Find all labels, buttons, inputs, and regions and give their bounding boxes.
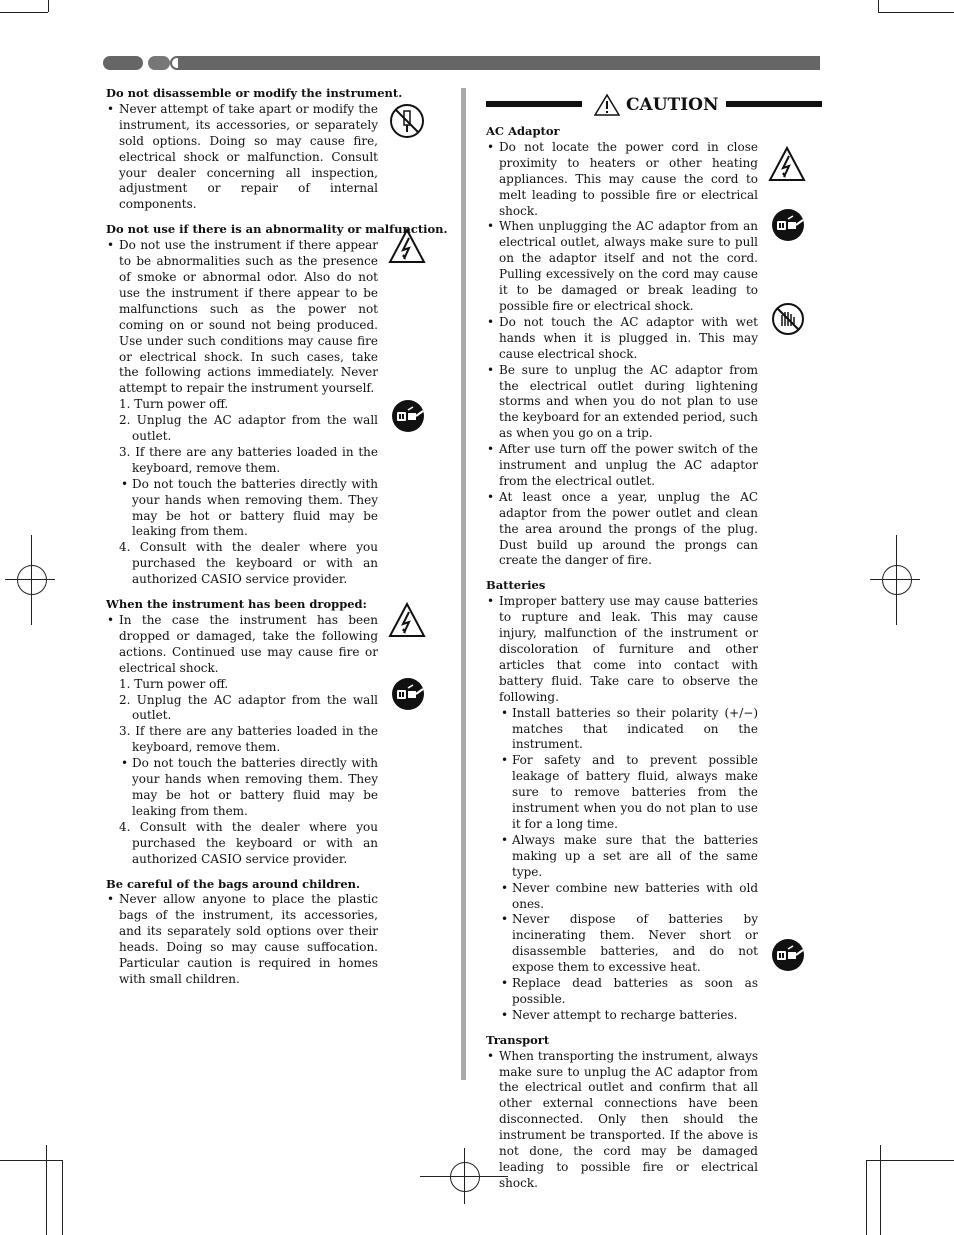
list-item: • Do not touch the batteries directly with your hands when removing them. They may be hot or battery fluid may be leaking from them. xyxy=(121,756,378,818)
step-item: 3. If there are any batteries loaded in the keyboard, remove them. xyxy=(119,724,378,755)
caution-title: CAUTION xyxy=(594,94,719,116)
column-divider xyxy=(461,88,466,1080)
crop-mark xyxy=(880,1145,881,1235)
registration-mark xyxy=(450,1162,480,1192)
left-column xyxy=(106,86,448,988)
crop-mark xyxy=(870,579,920,580)
crop-mark xyxy=(0,1160,62,1161)
list-item: • When transporting the instrument, always make sure to unplug the AC adaptor from the electrical outlet and confirm that all other external connections have been disconnected. Only then should the instrument be transported. If the above is not done, the cord may be damaged leading to possible fire or electrical shock. xyxy=(487,1048,758,1190)
section-heading: When the instrument has been dropped: xyxy=(106,597,367,612)
list-item: • Never allow anyone to place the plastic bags of the instrument, its accessories, and its separately sold options over their heads. Doing so may cause suffocation. Particular caution is required in homes with small children. xyxy=(107,892,378,986)
list-item: • Do not locate the power cord in close proximity to heaters or other heating appliances. This may cause the cord to melt leading to possible fire or electrical shock. xyxy=(487,139,758,218)
list-item: • Replace dead batteries as soon as possible. xyxy=(501,976,758,1006)
electric-shock-icon xyxy=(768,146,806,182)
unplug-icon xyxy=(391,677,425,711)
list-item: • Never attempt to recharge batteries. xyxy=(501,1007,738,1022)
list-item: • For safety and to prevent possible leakage of battery fluid, always make sure to remove batteries from the instrument when you do not plan to use it for a long time. xyxy=(501,753,758,831)
list-item: • Never combine new batteries with old ones. xyxy=(501,880,758,911)
crop-mark xyxy=(878,12,954,13)
list-item: • Do not touch the batteries directly with your hands when removing them. They may be hot or battery fluid may be leaking from them. xyxy=(121,476,378,539)
list-item: • Install batteries so their polarity (+/−) matches that indicated on the instrument. xyxy=(501,705,758,752)
crop-mark xyxy=(464,1148,465,1204)
crop-mark xyxy=(62,1160,63,1235)
registration-mark xyxy=(17,565,47,595)
section-heading: Be careful of the bags around children. xyxy=(106,876,361,891)
list-item: • When unplugging the AC adaptor from an electrical outlet, always make sure to pull on the adaptor itself and not the cord. Pulling excessively on the cord may cause it to be damaged or break leading to possible fire or electrical shock. xyxy=(487,219,758,313)
unplug-icon xyxy=(771,208,805,242)
header-band-tab xyxy=(103,56,143,70)
caution-rule-right xyxy=(726,101,822,107)
step-item: 2. Unplug the AC adaptor from the wall outlet. xyxy=(119,413,378,444)
step-item: 2. Unplug the AC adaptor from the wall outlet. xyxy=(119,692,378,723)
list-item: • Never attempt of take apart or modify the instrument, its accessories, or separately sold options. Doing so may cause fire, electrical shock or malfunction. Consult your dealer concerning all inspection, adjustment or repair of internal components. xyxy=(107,101,378,212)
crop-mark xyxy=(46,1145,47,1235)
list-item: • After use turn off the power switch of the instrument and unplug the AC adaptor from the electrical outlet. xyxy=(487,442,758,488)
electric-shock-icon xyxy=(388,228,426,264)
step-item: 1. Turn power off. xyxy=(119,676,229,691)
registration-mark xyxy=(882,565,912,595)
section-heading: Transport xyxy=(486,1032,550,1047)
section-heading: Batteries xyxy=(486,578,546,593)
right-column xyxy=(486,124,758,1192)
crop-mark xyxy=(866,1160,867,1235)
crop-mark xyxy=(31,535,32,625)
crop-mark xyxy=(0,12,48,13)
section-heading: AC Adaptor xyxy=(486,124,560,138)
caution-rule-left xyxy=(486,101,582,107)
electric-shock-icon xyxy=(388,602,426,638)
crop-mark xyxy=(896,535,897,625)
step-item: 4. Consult with the dealer where you purchased the keyboard or with an authorized CASIO service provider. xyxy=(119,540,378,587)
crop-mark xyxy=(878,0,879,12)
section-heading: Do not disassemble or modify the instrument. xyxy=(106,86,403,100)
unplug-icon xyxy=(391,399,425,433)
list-item: • Improper battery use may cause batteries to rupture and leak. This may cause injury, malfunction of the instrument or discoloration of furniture and other articles that come into contact with battery fluid. Take care to observe the following. xyxy=(487,594,758,704)
list-item: • In the case the instrument has been dropped or damaged, take the following actions. Continued use may cause fire or electrical shock. xyxy=(107,613,378,675)
header-band-tab xyxy=(148,56,170,70)
no-wet-hands-icon xyxy=(771,302,805,336)
no-disassemble-icon xyxy=(389,103,425,139)
crop-mark xyxy=(5,579,55,580)
list-item: • Be sure to unplug the AC adaptor from the electrical outlet during lightening storms and when you do not plan to use the keyboard for an extended period, such as when you go on a trip. xyxy=(487,362,758,441)
warning-icon xyxy=(594,94,620,116)
list-item: • Do not use the instrument if there appear to be abnormalities such as the presence of smoke or abnormal odor. Also do not use the instrument if there appear to be malfunctions such as the power not coming on or sound not being produced. Use under such conditions may cause fire or electrical shock. In such cases, take the following actions immediately. Never attempt to repair the instrument yourself. xyxy=(107,238,378,396)
header-band xyxy=(178,56,820,70)
step-item: 1. Turn power off. xyxy=(119,397,229,412)
step-item: 3. If there are any batteries loaded in the keyboard, remove them. xyxy=(119,444,378,475)
step-item: 4. Consult with the dealer where you purchased the keyboard or with an authorized CASIO service provider. xyxy=(119,819,378,866)
list-item: • At least once a year, unplug the AC adaptor from the power outlet and clean the area around the prongs of the plug. Dust build up around the prongs can create the danger of fire. xyxy=(487,489,758,568)
list-item: • Do not touch the AC adaptor with wet hands when it is plugged in. This may cause electrical shock. xyxy=(487,314,758,361)
crop-mark xyxy=(48,0,49,12)
section-heading: Do not use if there is an abnormality or malfunction. xyxy=(106,222,448,237)
list-item: • Never dispose of batteries by incinerating them. Never short or disassemble batteries, and do not expose them to excessive heat. xyxy=(501,912,758,975)
list-item: • Always make sure that the batteries making up a set are all of the same type. xyxy=(501,832,758,879)
unplug-icon xyxy=(771,938,805,972)
